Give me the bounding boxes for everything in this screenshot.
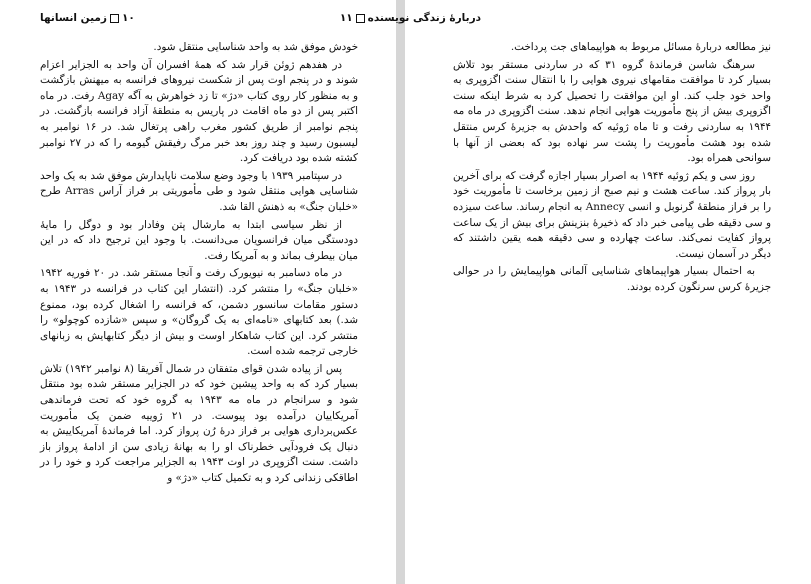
paragraph: سرهنگ شاسن فرماندهٔ گروه ۳۱ که در ساردنی مستقر بود تلاش بسیار کرد تا موافقت مقامهای نیروی هوایی را با انتقال سنت اگزوپری به واحد خود جلب کند. او این موافقت را تحصیل کرد به شرط اینکه سنت اگزوپری بیش از پنج مأموریت هوایی انجام ندهد. سنت اگزوپری در ماه مه ۱۹۴۴ به ساردنی رفت و تا ماه ژوئیه که واحدش به جزیرهٔ کرس منتقل شده بود هشت مأموریت را پشت سر نهاده بود که بعضی از آنها با سوانحی همراه بود.: [453, 58, 771, 165]
paragraph: نیز مطالعه دربارهٔ مسائل مربوط به هواپیماهای جت پرداخت.: [510, 41, 771, 53]
square-separator-icon: [356, 14, 365, 23]
page-number: ۱۰: [121, 12, 135, 24]
paragraph: در سپتامبر ۱۹۳۹ با وجود وضع سلامت ناپایدارش موفق شد به یک واحد شناسایی هوایی منتقل شود و طی مأموریتی بر فراز آراس Arras طرح «خلبان جنگ» به ذهنش القا شد.: [40, 169, 359, 213]
running-head: [340, 12, 481, 24]
right-page: [339, 0, 811, 584]
left-page: [0, 0, 396, 584]
paragraph: در ماه دسامبر به نیویورک رفت و آنجا مستقر شد. در ۲۰ فوریه ۱۹۴۲ «خلبان جنگ» را منتشر کرد. (انتشار این کتاب در فرانسه در ۱۹۴۳ به دستور مقامات سانسور دشمن، که فرانسه را اشغال کرده بود، ممنوع شد.) بعد کتابهای «نامه‌ای به یک گروگان» و سپس «شازده کوچولو» را منتشر کرد. این کتاب شاهکار اوست و بیش از دیگر کتابهایش به زبانهای خارجی ترجمه شده است.: [40, 267, 359, 358]
body-text: [453, 40, 771, 298]
paragraph: روز سی و یکم ژوئیه ۱۹۴۴ به اصرار بسیار اجازه گرفت که برای آخرین بار پرواز کند. ساعت هشت و نیم صبح از زمین برخاست تا مأموریت خود را بر فراز منطقهٔ گرنوبل و انسی Annecy به انجام رساند. ساعت سیزده و سی دقیقه طی پیامی خبر داد که ذخیرهٔ بنزینش برای بیش از یک ساعت پرواز کفایت نمی‌کند. ساعت چهارده و سی دقیقه همه یقین داشتند که دیگر در آسمان نیست.: [453, 169, 771, 260]
paragraph: به احتمال بسیار هواپیماهای شناسایی آلمانی هواپیمایش را در حوالی جزیرهٔ کرس سرنگون کرده بودند.: [453, 265, 771, 293]
book-title: زمین انسانها: [40, 12, 107, 24]
square-separator-icon: [110, 14, 119, 23]
paragraph: پس از پیاده شدن قوای متفقان در شمال آفریقا (۸ نوامبر ۱۹۴۲) تلاش بسیار کرد که به واحد پیشین خود که در الجزایر مستقر شده بود منتقل شود و سرانجام در ماه مه ۱۹۴۳ به گروه خود که تحت فرماندهی آمریکاییان درآمده بود پیوست. در ۲۱ ژوییه ضمن یک مأموریت عکس‌برداری هوایی بر فراز درهٔ رُن پرواز کرد. اما فرماندهٔ آمریکاییش به دنبال یک فرودآیی خطرناک او را به بهانهٔ زیادی سن از ادامهٔ پرواز باز داشت. سنت اگزوپری در اوت ۱۹۴۳ به الجزایر مراجعت کرد و خود را در اطاقکی زندانی کرد و به تکمیل کتاب «دژ» و: [40, 362, 358, 485]
paragraph: از نظر سیاسی ابتدا به مارشال پتن وفادار بود و دوگل را مایهٔ دودستگی میان فرانسویان می‌دانست. با وجود این ترجیح داد که در این میان بیطرف بماند و به آمریکا رفت.: [40, 218, 358, 262]
page-gutter: [396, 0, 405, 584]
page-number: ۱۱: [339, 12, 353, 24]
paragraph: در هفدهم ژوئن قرار شد که همهٔ افسران آن واحد به الجزایر اعزام شوند و در پنجم اوت پس از شکست نیروهای فرانسه به میهنش بازگشت و به منظور کار روی کتاب «دژ» تا زد خواهرش به آگه Agay رفت. در ماه اکتبر پس از دو ماه اقامت در پاریس به منطقهٔ آزاد فرانسه بازگشت. در پنجم نوامبر از طریق کشور مغرب راهی پرتغال شد. در ۱۶ نوامبر به لیسبون رسید و چند روز بعد خبر مرگ رفیقش گیومه را که در ۲۷ نوامبر کشته شده بود دریافت کرد.: [40, 58, 358, 165]
running-head: [40, 12, 135, 24]
chapter-title: دربارهٔ زندگی نویسنده: [367, 12, 481, 24]
body-text: [40, 40, 358, 489]
paragraph: خودش موفق شد به واحد شناسایی منتقل شود.: [153, 41, 358, 53]
